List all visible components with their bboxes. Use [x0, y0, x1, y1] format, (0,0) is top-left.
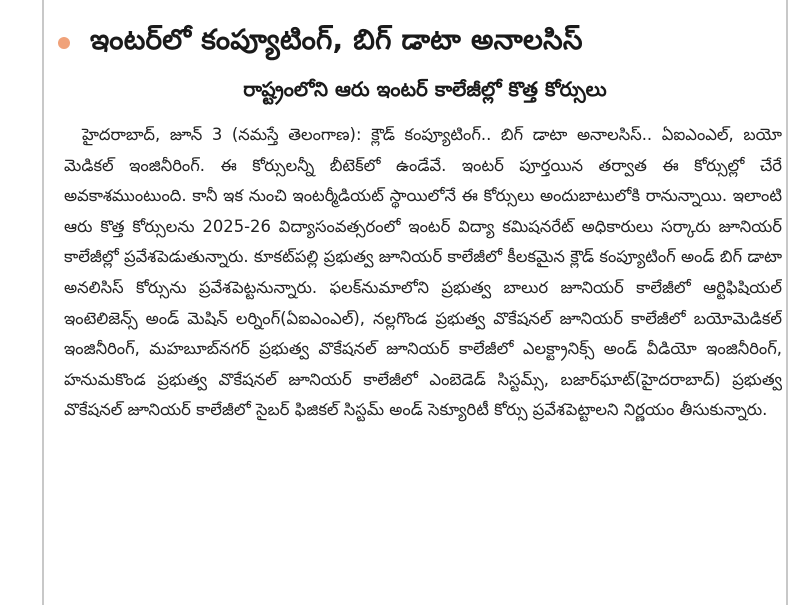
headline-row	[58, 12, 778, 74]
article-body-text: హైదరాబాద్, జూన్ 3 (నమస్తే తెలంగాణ): క్లౌడ్ కంప్యూటింగ్.. బిగ్ డాటా అనాలసిస్.. ఏఐఎంఎల్, బయో మెడికల్ ఇంజినీరింగ్. ఈ కోర్సులన్నీ బీటెక్‌లో ఉండేవే. ఇంటర్ పూర్తయిన తర్వాత ఈ కోర్సుల్లో చేరే అవకాశముంటుంది. కానీ ఇక నుంచి ఇంటర్మీడియట్ స్థాయిలోనే ఈ కోర్సులు అందుబాటులోకి రానున్నాయి. ఇలాంటి ఆరు కొత్త కోర్సులను 2025-26 విద్యాసంవత్సరంలో ఇంటర్ విద్యా కమిషనరేట్ అధికారులు సర్కారు జూనియర్ కాలేజీల్లో ప్రవేశపెడుతున్నారు. కూకట్‌పల్లి ప్రభుత్వ జూనియర్ కాలేజీలో కీలకమైన క్లౌడ్ కంప్యూటింగ్ అండ్ బిగ్ డాటా అనలిసిస్ కోర్సును ప్రవేశపెట్టనున్నారు. ఫలక్‌నుమాలోని ప్రభుత్వ బాలుర జూనియర్ కాలేజీలో ఆర్టిఫిషియల్ ఇంటెలిజెన్స్ అండ్ మెషిన్ లర్నింగ్(ఏఐఎంఎల్), నల్లగొండ ప్రభుత్వ వొకేషనల్ జూనియర్ కాలేజీలో బయోమెడికల్ ఇంజినీరింగ్, మహబూబ్‌నగర్ ప్రభుత్వ వొకేషనల్ జూనియర్ కాలేజీలో ఎలక్ట్రానిక్స్ అండ్ వీడియో ఇంజినీరింగ్, హనుమకొండ ప్రభుత్వ వొకేషనల్ జూనియర్ కాలేజీలో ఎంబెడెడ్ సిస్టమ్స్, బజార్‌ఘాట్(హైదరాబాద్) ప్రభుత్వ వొకేషనల్ జూనియర్ కాలేజీలో సైబర్ ఫిజికల్ సిస్టమ్ అండ్ సెక్యూరిటీ కోర్సు ప్రవేశపెట్టాలని నిర్ణయం తీసుకున్నారు.	[64, 125, 782, 420]
subheadline: రాష్ట్రంలోని ఆరు ఇంటర్ కాలేజీల్లో కొత్త కోర్సులు	[243, 77, 607, 101]
bullet-dot-icon	[58, 37, 70, 49]
column-rule-left	[42, 0, 44, 605]
column-rule-right	[786, 0, 788, 605]
article-body	[64, 120, 782, 580]
headline: ఇంటర్‌లో కంప్యూటింగ్, బిగ్ డాటా అనాలసిస్	[90, 23, 583, 56]
